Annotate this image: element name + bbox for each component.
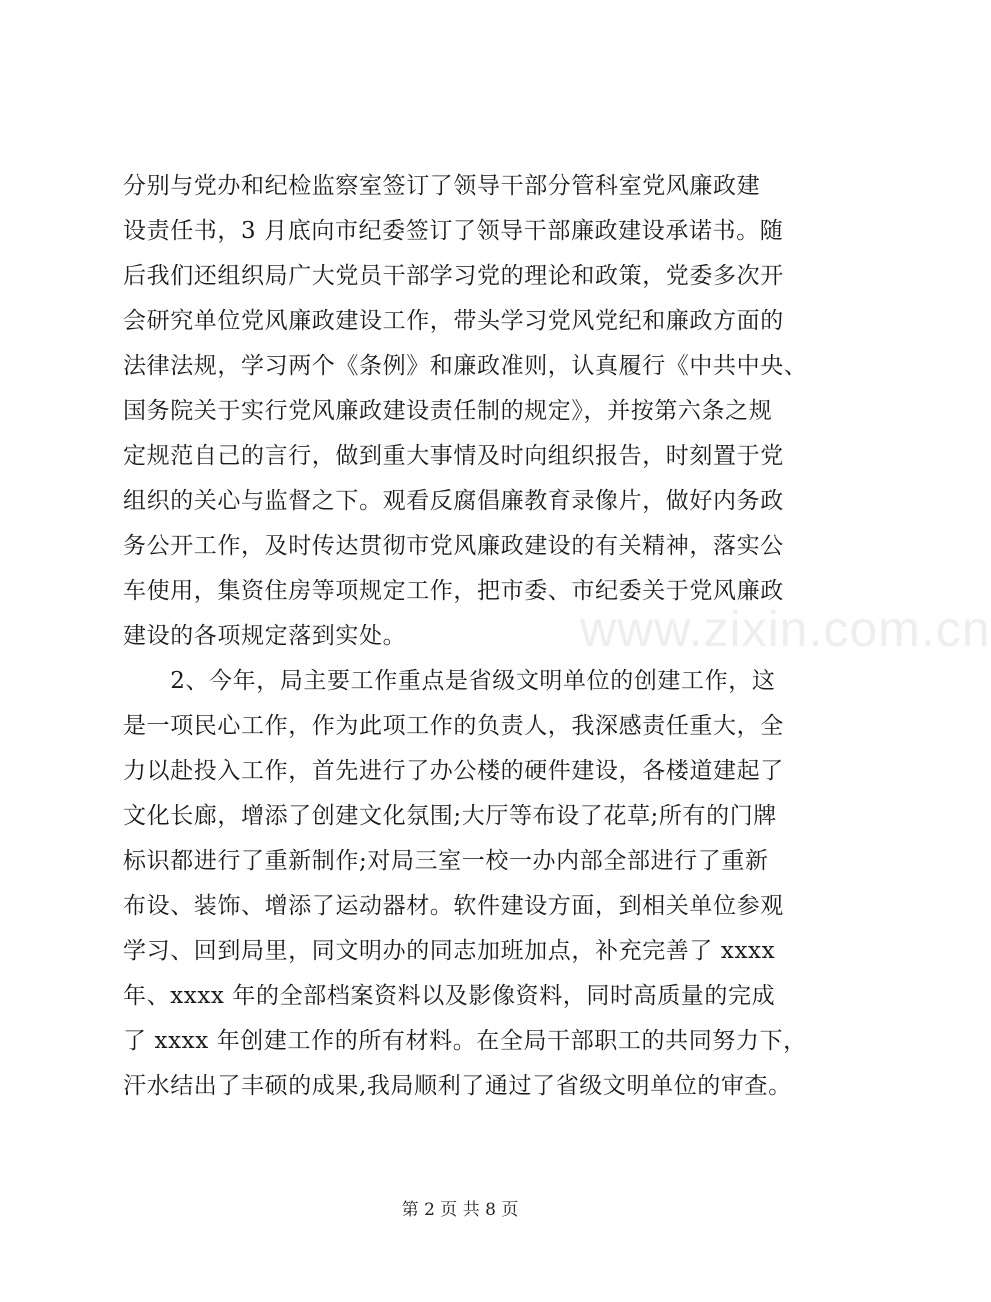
body-text-line: 法律法规，学习两个《条例》和廉政准则，认真履行《中共中央、 [123,353,808,379]
body-text-line: 了 xxxx 年创建工作的所有材料。在全局干部职工的共同努力下， [123,1028,807,1054]
body-text-line: 文化长廊，增添了创建文化氛围;大厅等布设了花草;所有的门牌 [123,803,777,829]
body-text-line: 力以赴投入工作，首先进行了办公楼的硬件建设，各楼道建起了 [123,758,784,784]
body-text-line: 是一项民心工作，作为此项工作的负责人，我深感责任重大，全 [123,713,784,739]
body-text-line: 建设的各项规定落到实处。 [123,623,407,649]
body-text-line: 组织的关心与监督之下。观看反腐倡廉教育录像片，做好内务政 [123,488,784,514]
body-text-line: 国务院关于实行党风廉政建设责任制的规定》，并按第六条之规 [123,398,773,424]
body-text-line: 后我们还组织局广大党员干部学习党的理论和政策，党委多次开 [123,263,784,289]
body-text-line: 设责任书，3 月底向市纪委签订了领导干部廉政建设承诺书。随 [123,218,784,244]
body-text-line: 会研究单位党风廉政建设工作，带头学习党风党纪和廉政方面的 [123,308,784,334]
body-text-line: 年、xxxx 年的全部档案资料以及影像资料，同时高质量的完成 [123,983,776,1009]
body-text-line: 布设、装饰、增添了运动器材。软件建设方面，到相关单位参观 [123,893,784,919]
body-text-line: 汗水结出了丰硕的成果,我局顺利了通过了省级文明单位的审查。 [123,1073,792,1099]
body-text-line: 分别与党办和纪检监察室签订了领导干部分管科室党风廉政建 [123,173,761,199]
body-text-line: 务公开工作，及时传达贯彻市党风廉政建设的有关精神，落实公 [123,533,784,559]
watermark: www.zixin.com.cn [580,601,991,657]
body-text-line: 车使用，集资住房等项规定工作，把市委、市纪委关于党风廉政 [123,578,784,604]
body-text-line: 定规范自己的言行，做到重大事情及时向组织报告，时刻置于党 [123,443,784,469]
body-text-line: 学习、回到局里，同文明办的同志加班加点，补充完善了 xxxx [123,938,776,964]
paragraph-start-line: 2、今年，局主要工作重点是省级文明单位的创建工作，这 [123,668,776,694]
body-text-line: 标识都进行了重新制作;对局三室一校一办内部全部进行了重新 [123,848,769,874]
page-footer: 第 2 页 共 8 页 [401,1200,519,1220]
